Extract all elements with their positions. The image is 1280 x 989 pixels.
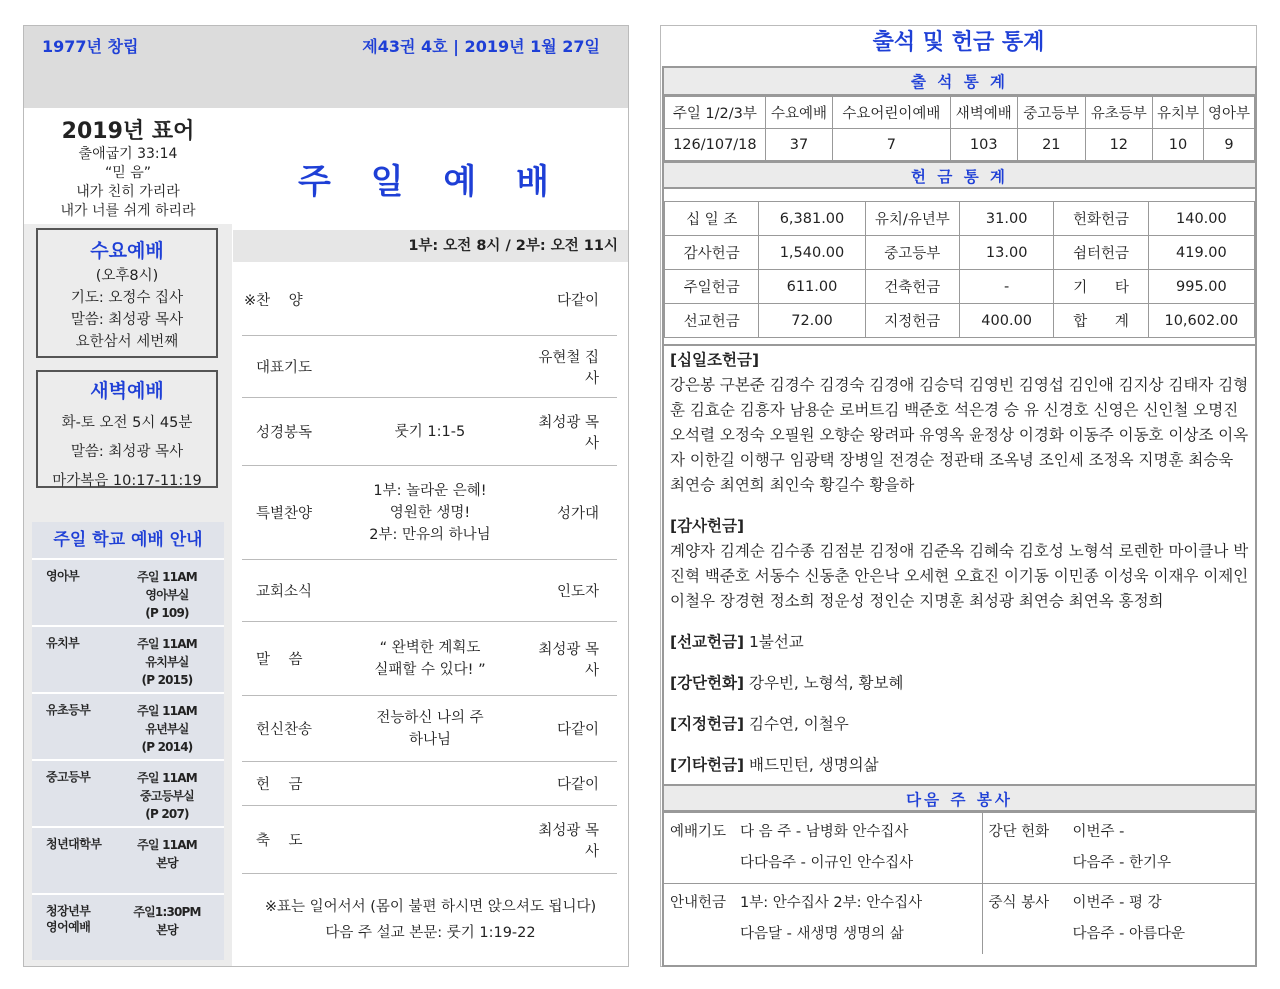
school-row <box>32 759 224 826</box>
order-leader: 최성광 목사 <box>538 822 599 860</box>
attendance-value: 9 <box>1204 129 1255 161</box>
attendance-header: 새벽예배 <box>950 97 1018 129</box>
offering-label: 지정헌금 <box>865 304 959 338</box>
order-row <box>242 762 617 806</box>
school-dept: 청년대학부 <box>46 837 102 851</box>
offering-label: 유치/유년부 <box>865 202 959 236</box>
dawn-text: 마가복음 10:17-11:19 <box>52 473 202 489</box>
school-info: 주일 11AM 중고등부실 (P 207) <box>137 771 197 821</box>
attendance-header: 주일 1/2/3부 <box>665 97 766 129</box>
motto-block <box>24 108 232 224</box>
service-title: 주 일 예 배 <box>298 162 563 202</box>
dawn-time: 화-토 오전 5시 45분 <box>61 415 193 431</box>
school-dept: 영아부 <box>46 569 80 583</box>
school-row <box>32 893 224 960</box>
offering-amount: 400.00 <box>959 304 1053 338</box>
service-times: 1부: 오전 8시 / 2부: 오전 11시 <box>233 230 628 262</box>
dawn-title: 새벽예배 <box>90 380 164 402</box>
attendance-header: 수요어린이예배 <box>833 97 950 129</box>
motto-ref: 출애굽기 33:14 <box>78 146 178 162</box>
school-info: 주일 11AM 유치부실 (P 2015) <box>137 637 197 687</box>
order-row <box>242 466 617 560</box>
offering-amount: 419.00 <box>1148 236 1254 270</box>
offering-amount: 1,540.00 <box>759 236 865 270</box>
attendance-header: 유치부 <box>1153 97 1204 129</box>
wednesday-title: 수요예배 <box>90 240 164 262</box>
offering-label: 합 계 <box>1054 304 1148 338</box>
attendance-header: 유초등부 <box>1085 97 1153 129</box>
order-row <box>242 622 617 696</box>
tithe-donors: [십일조헌금] 강은봉 구본준 김경수 김경숙 김경애 김승덕 김영빈 김영섭 김인애 김지상 김태자 김형훈 김효순 김흥자 남용순 로버트김 백준호 석은경 승 유 신경호 신영은 신인철 오명진 오석렬 오정숙 오필원 오향순 왕려파 유영옥 윤정상 이경화 이동주 이동호 이상조 이옥자 이한길 이행구 임광택 장병일 전경순 정관태 조옥녕 조인세 조정옥 지명훈 최승욱 최연승 최연희 최인숙 황길수 황을하 <box>670 351 1249 494</box>
offering-amount: 72.00 <box>759 304 865 338</box>
left-page <box>23 25 629 967</box>
offering-amount: 611.00 <box>759 270 865 304</box>
order-content: “ 완벽한 계획도 실패할 수 있다! ” <box>374 639 486 678</box>
offering-label: 건축헌금 <box>865 270 959 304</box>
bulletin-header <box>24 26 628 108</box>
order-item: 대표기도 <box>256 360 313 376</box>
stats-title: 출석 및 헌금 통계 <box>872 30 1045 55</box>
attendance-value: 21 <box>1018 129 1086 161</box>
wednesday-prayer: 기도: 오정수 집사 <box>70 290 184 306</box>
attendance-value: 103 <box>950 129 1018 161</box>
donor-list <box>664 344 1255 778</box>
school-dept: 유치부 <box>46 636 80 650</box>
order-item: ※찬 양 <box>244 293 303 309</box>
school-row <box>32 558 224 625</box>
motto-line: 내가 너를 쉬게 하리라 <box>60 203 196 219</box>
service-duty-table <box>664 812 1255 954</box>
order-of-worship <box>242 264 617 874</box>
offering-row <box>665 202 1255 236</box>
school-info: 주일 11AM 영아부실 (P 109) <box>137 570 197 620</box>
order-item: 축 도 <box>256 833 303 849</box>
school-row <box>32 826 224 893</box>
wednesday-sermon: 말씀: 최성광 목사 <box>70 312 184 328</box>
offering-label: 감사헌금 <box>665 236 759 270</box>
attendance-value: 37 <box>765 129 833 161</box>
motto-title: 2019년 표어 <box>61 119 195 144</box>
offering-row <box>665 236 1255 270</box>
order-item: 교회소식 <box>256 584 313 600</box>
prayer-duty: 예배기도 다 음 주 - 남병화 안수집사 다다음주 - 이규인 안수집사 <box>664 813 982 884</box>
order-content: 전능하신 나의 주 하나님 <box>376 709 484 748</box>
offering-amount: 140.00 <box>1148 202 1254 236</box>
attendance-table <box>664 96 1255 161</box>
order-row <box>242 398 617 466</box>
offering-amount: 995.00 <box>1148 270 1254 304</box>
offering-label: 중고등부 <box>865 236 959 270</box>
attendance-value: 12 <box>1085 129 1153 161</box>
altar-duty: 강단 헌화 이번주 - 다음주 - 한기우 <box>982 813 1255 884</box>
offering-label: 쉼터헌금 <box>1054 236 1148 270</box>
offering-label: 기 타 <box>1054 270 1148 304</box>
attendance-header: 수요예배 <box>765 97 833 129</box>
sunday-school-title: 주일 학교 예배 안내 <box>53 530 203 550</box>
offering-row <box>665 304 1255 338</box>
wednesday-text: 요한삼서 세번째 <box>75 334 179 350</box>
attendance-title: 출 석 통 계 <box>664 68 1255 96</box>
order-leader: 인도자 <box>556 584 599 600</box>
order-content: 1부: 놀라운 은혜! 영원한 생명! 2부: 만유의 하나님 <box>369 482 491 543</box>
order-row <box>242 560 617 622</box>
offering-title: 헌 금 통 계 <box>664 161 1255 189</box>
order-row <box>242 336 617 398</box>
order-leader: 성가대 <box>556 506 599 522</box>
school-info: 주일1:30PM 본당 <box>133 905 201 937</box>
attendance-header: 중고등부 <box>1018 97 1086 129</box>
stats-panel <box>662 66 1257 967</box>
thanks-donors: [감사헌금] 계양자 김계순 김수종 김점분 김정애 김준옥 김혜숙 김호성 노형석 로렌한 마이클나 박진혁 백준호 서동수 신동춘 안은낙 오세현 오효진 이기동 이민종 이성욱 이재우 이제인 이철우 장경현 정소희 정운성 정인순 지명훈 최성광 최연승 최연옥 홍정희 <box>670 517 1249 610</box>
other-donors: [기타헌금] 배드민턴, 생명의삶 <box>670 756 879 774</box>
sidebar <box>24 108 232 966</box>
offering-amount: - <box>959 270 1053 304</box>
altar-donors: [강단헌화] 강우빈, 노형석, 황보혜 <box>670 674 904 692</box>
school-dept: 청장년부 영어예배 <box>46 904 91 934</box>
dawn-sermon: 말씀: 최성광 목사 <box>70 444 184 460</box>
offering-amount: 10,602.00 <box>1148 304 1254 338</box>
offering-label: 헌화헌금 <box>1054 202 1148 236</box>
order-leader: 유현철 집사 <box>538 349 599 387</box>
school-dept: 중고등부 <box>46 770 91 784</box>
order-leader: 최성광 목사 <box>538 414 599 452</box>
offering-amount: 6,381.00 <box>759 202 865 236</box>
motto-word: “믿 음” <box>104 165 151 181</box>
order-item: 헌 금 <box>256 777 303 793</box>
attendance-value: 10 <box>1153 129 1204 161</box>
wednesday-service-box <box>36 228 218 358</box>
school-row <box>32 625 224 692</box>
order-item: 특별찬양 <box>256 506 313 522</box>
offering-label: 주일헌금 <box>665 270 759 304</box>
order-item: 말 씀 <box>256 652 303 668</box>
offering-table <box>664 201 1255 338</box>
order-leader: 다같이 <box>556 777 599 793</box>
standing-note: ※표는 일어서서 (몸이 불편 하시면 앉으셔도 됩니다) <box>264 899 597 915</box>
offering-label: 선교헌금 <box>665 304 759 338</box>
order-row <box>242 806 617 874</box>
service-duty-title: 다음 주 봉사 <box>664 784 1255 812</box>
sunday-school-table <box>32 522 224 960</box>
designated-donors: [지정헌금] 김수연, 이철우 <box>670 715 849 733</box>
motto-line: 내가 친히 가리라 <box>76 184 180 200</box>
offering-label: 십 일 조 <box>665 202 759 236</box>
school-info: 주일 11AM 유년부실 (P 2014) <box>137 704 197 754</box>
wednesday-time: (오후8시) <box>95 268 159 284</box>
school-row <box>32 692 224 759</box>
school-dept: 유초등부 <box>46 703 91 717</box>
dawn-service-box <box>36 370 218 488</box>
mission-donors: [선교헌금] 1불선교 <box>670 633 804 651</box>
order-leader: 다같이 <box>556 722 599 738</box>
order-row <box>242 696 617 762</box>
meal-duty: 중식 봉사 이번주 - 평 강 다음주 - 아름다운 <box>982 884 1255 955</box>
next-sermon-text: 다음 주 설교 본문: 룻기 1:19-22 <box>325 925 536 941</box>
usher-duty: 안내헌금 1부: 안수집사 2부: 안수집사 다음달 - 새생명 생명의 삶 <box>664 884 982 955</box>
order-content: 룻기 1:1-5 <box>394 423 466 440</box>
order-leader: 다같이 <box>556 293 599 309</box>
offering-amount: 13.00 <box>959 236 1053 270</box>
order-item: 헌신찬송 <box>256 722 313 738</box>
founded-text: 1977년 창립 <box>42 37 139 56</box>
attendance-header: 영아부 <box>1204 97 1255 129</box>
school-info: 주일 11AM 본당 <box>137 838 197 870</box>
right-page <box>660 25 1257 967</box>
attendance-value: 7 <box>833 129 950 161</box>
attendance-value: 126/107/18 <box>665 129 766 161</box>
order-leader: 최성광 목사 <box>538 641 599 679</box>
offering-amount: 31.00 <box>959 202 1053 236</box>
service-note <box>233 894 628 946</box>
order-item: 성경봉독 <box>256 425 313 441</box>
order-row <box>242 264 617 336</box>
offering-row <box>665 270 1255 304</box>
issue-text: 제43권 4호 | 2019년 1월 27일 <box>362 37 600 56</box>
